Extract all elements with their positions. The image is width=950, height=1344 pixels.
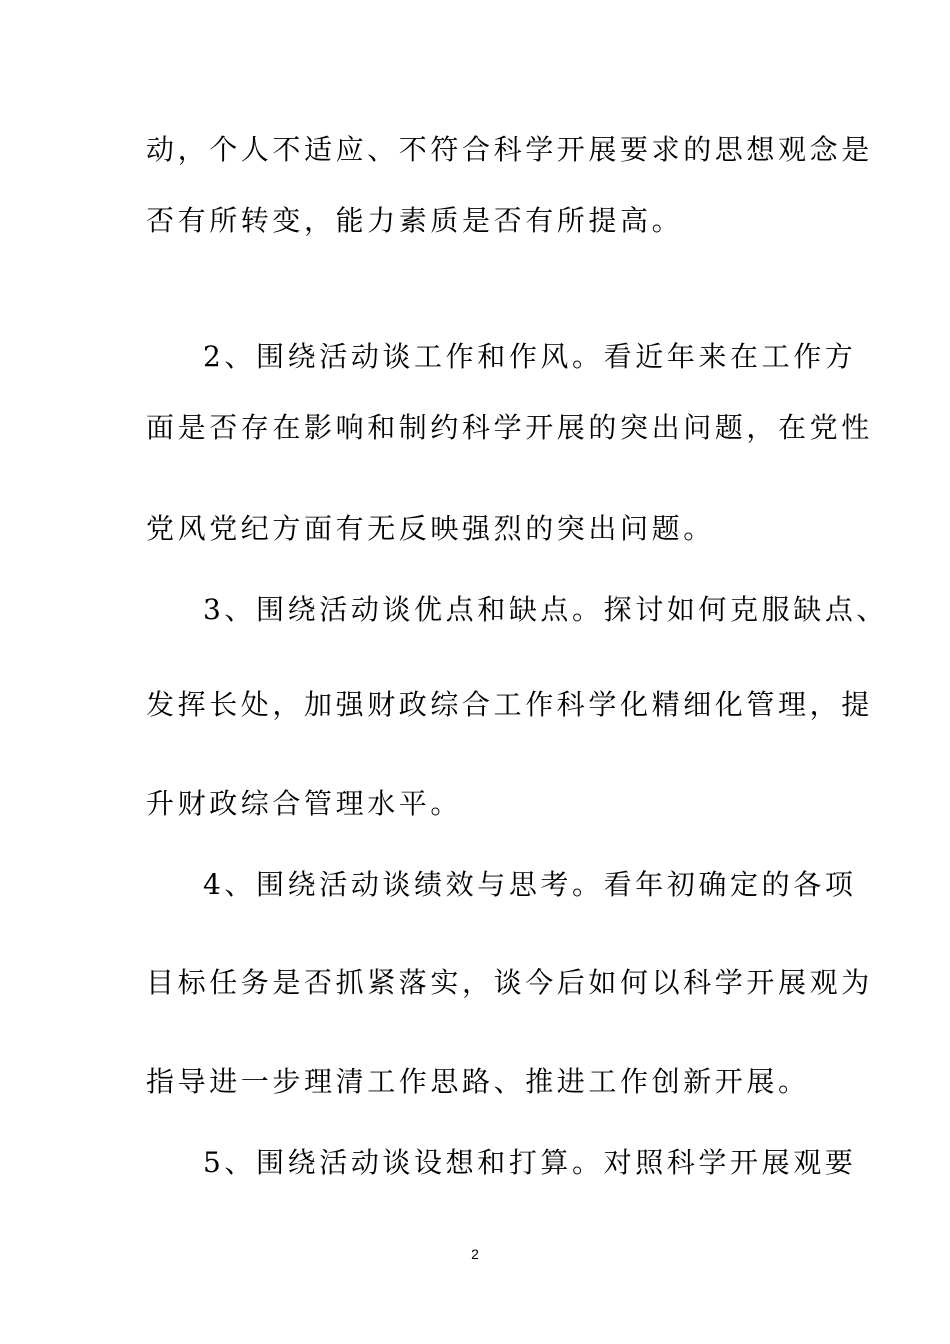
text-line-12: 5、围绕活动谈设想和打算。对照科学开展观要 — [203, 1146, 857, 1179]
text-line-11: 指导进一步理清工作思路、推进工作创新开展。 — [146, 1065, 810, 1098]
text-line-5: 党风党纪方面有无反映强烈的突出问题。 — [146, 512, 715, 545]
text-line-10: 目标任务是否抓紧落实，谈今后如何以科学开展观为 — [146, 966, 873, 999]
page-number: 2 — [471, 1246, 479, 1262]
text-line-1: 动，个人不适应、不符合科学开展要求的思想观念是 — [146, 133, 873, 166]
text-line-9: 4、围绕活动谈绩效与思考。看年初确定的各项 — [203, 868, 857, 901]
text-line-3: 2、围绕活动谈工作和作风。看近年来在工作方 — [203, 340, 857, 373]
text-line-8: 升财政综合管理水平。 — [146, 787, 463, 820]
text-line-6: 3、围绕活动谈优点和缺点。探讨如何克服缺点、 — [203, 593, 889, 626]
text-line-2: 否有所转变，能力素质是否有所提高。 — [146, 204, 684, 237]
text-line-7: 发挥长处，加强财政综合工作科学化精细化管理，提 — [146, 688, 873, 721]
text-line-4: 面是否存在影响和制约科学开展的突出问题，在党性 — [146, 411, 873, 444]
